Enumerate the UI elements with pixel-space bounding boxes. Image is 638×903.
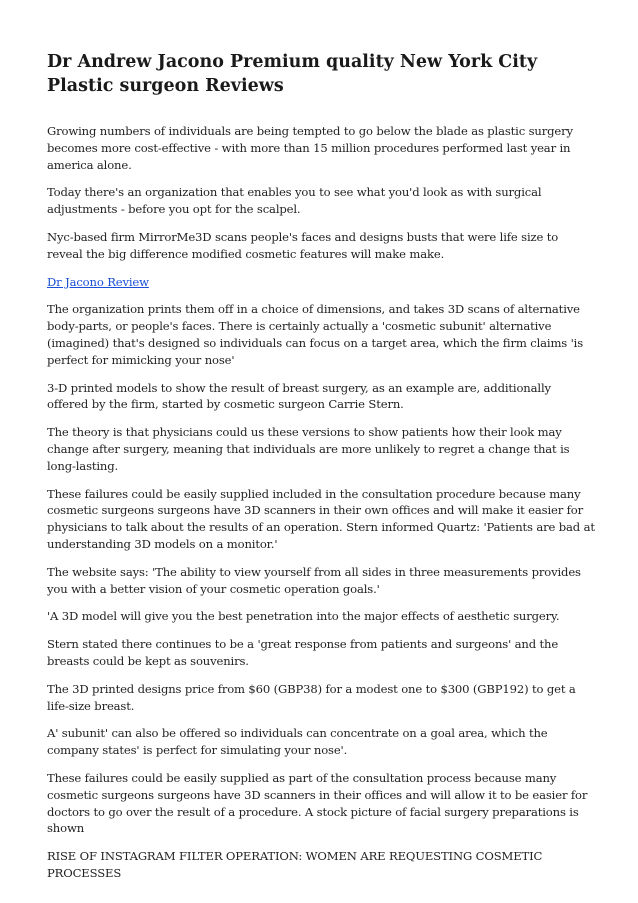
paragraph: Nyc-based firm MirrorMe3D scans people's faces and designs busts that were life size to reveal the big difference modified cosmetic features will make make. [47, 229, 559, 261]
paragraph: Growing numbers of individuals are being tempted to go below the blade as plastic surgery becomes more cost-effective - with more than 15 million procedures performed last year in america alone. [47, 124, 573, 172]
section-heading-caps: RISE OF INSTAGRAM FILTER OPERATION: WOMEN ARE REQUESTING COSMETIC PROCESSES [47, 849, 543, 880]
paragraph: These failures could be easily supplied included in the consultation procedure because many cosmetic surgeons surgeons have 3D scanners in their own offices and will make it easier for physicians to talk about the results of an operation. Stern informed Quartz: 'Patients are bad at understanding 3D models on a monitor.' [47, 486, 595, 551]
paragraph: 'A 3D model will give you the best penetration into the major effects of aesthetic surgery. [47, 609, 560, 624]
paragraph: A' subunit' can also be offered so individuals can concentrate on a goal area, which the company states' is perfect for simulating your nose'. [47, 726, 548, 758]
paragraph: Stern stated there continues to be a 'great response from patients and surgeons' and the breasts could be kept as souvenirs. [47, 637, 559, 668]
paragraph: The theory is that physicians could us these versions to show patients how their look may change after surgery, meaning that individuals are more unlikely to regret a change that is long-lasting. [47, 425, 570, 473]
review-link-paragraph [47, 274, 595, 291]
paragraph: Today there's an organization that enables you to see what you'd look as with surgical adjustments - before you opt for the scalpel. [47, 185, 542, 217]
paragraph: The website says: 'The ability to view yourself from all sides in three measurements provides you with a better vision of your cosmetic operation goals.' [47, 564, 581, 596]
document-title: Dr Andrew Jacono Premium quality New York City Plastic surgeon Reviews [47, 52, 538, 96]
paragraph: 3-D printed models to show the result of breast surgery, as an example are, additionally offered by the firm, started by cosmetic surgeon Carrie Stern. [47, 380, 551, 412]
paragraph: These failures could be easily supplied as part of the consultation process because many cosmetic surgeons surgeons have 3D scanners in their offices and will allow it to be easier for doctors to go over the result of a procedure. A stock picture of facial surgery preparations is shown [47, 770, 588, 836]
paragraph: The 3D printed designs price from $60 (GBP38) for a modest one to $300 (GBP192) to get a life-size breast. [47, 681, 576, 713]
paragraph: The organization prints them off in a choice of dimensions, and takes 3D scans of alternative body-parts, or people's faces. There is certainly actually a 'cosmetic subunit' alternative (imagined) that's designed so individuals can focus on a target area, which the firm claims 'is perfect for mimicking your nose' [47, 302, 584, 367]
dr-jacono-review-link[interactable]: Dr Jacono Review [47, 274, 149, 289]
document-page [47, 50, 595, 882]
